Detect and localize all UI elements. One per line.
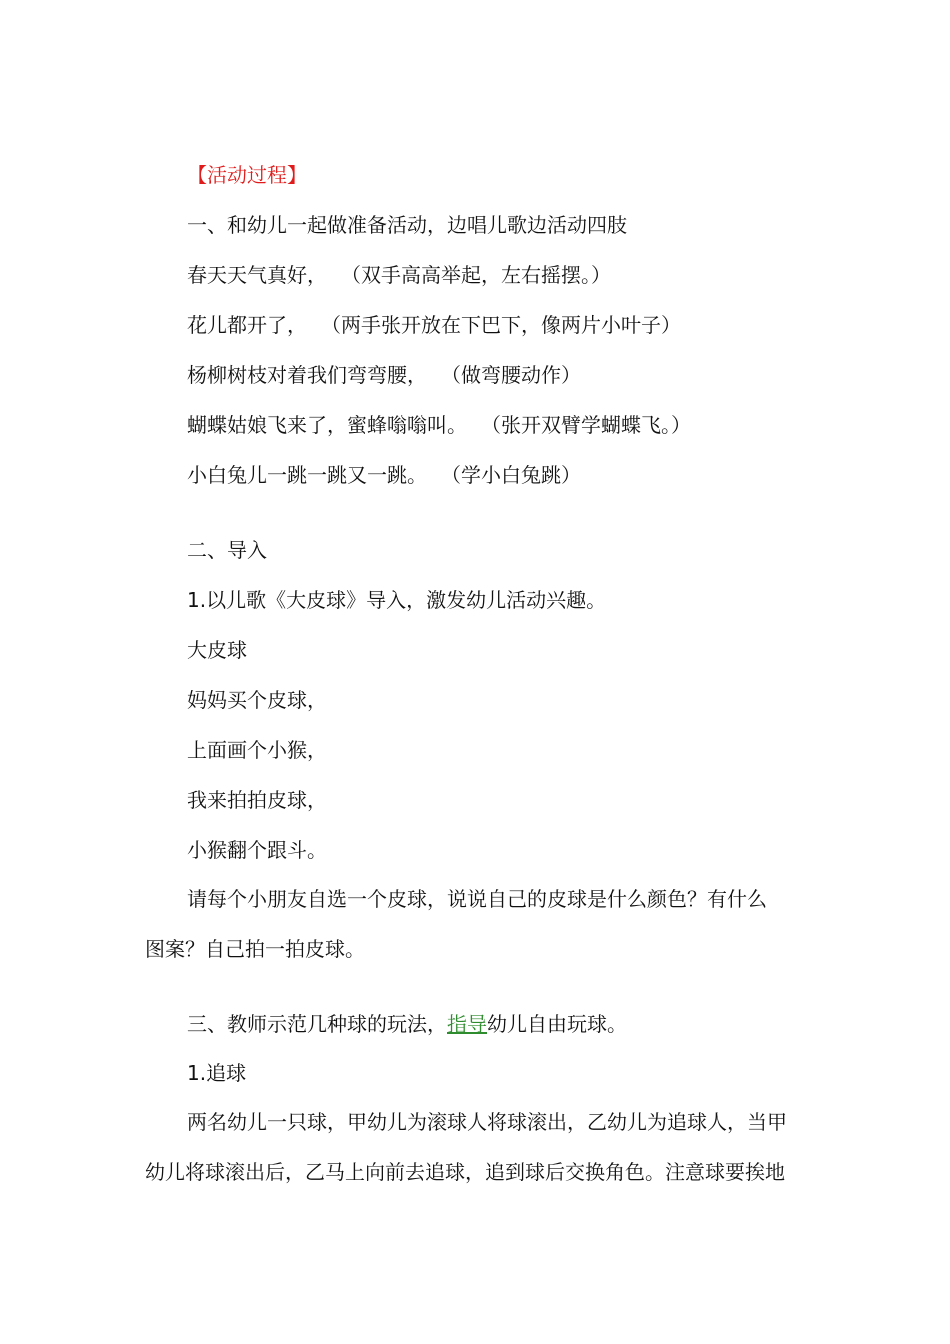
part3-heading-after: 幼儿自由玩球。 bbox=[487, 1012, 627, 1036]
poem-title: 大皮球 bbox=[187, 638, 247, 662]
poem-line: 我来拍拍皮球， bbox=[187, 788, 327, 812]
poem-line: 妈妈买个皮球， bbox=[187, 688, 327, 712]
rhyme-line bbox=[187, 311, 681, 339]
part3-heading bbox=[187, 1010, 627, 1038]
rhyme-line bbox=[187, 361, 581, 389]
part3-heading-before: 三、教师示范几种球的玩法， bbox=[187, 1012, 447, 1036]
part3-paragraph-line2: 幼儿将球滚出后，乙马上向前去追球，追到球后交换角色。注意球要挨地 bbox=[145, 1160, 785, 1184]
part1-heading: 一、和幼儿一起做准备活动，边唱儿歌边活动四肢 bbox=[187, 213, 627, 237]
part2-item1: 1.以儿歌《大皮球》导入，激发幼儿活动兴趣。 bbox=[187, 588, 607, 612]
part2-paragraph-line2: 图案？自己拍一拍皮球。 bbox=[145, 937, 365, 961]
rhyme-line bbox=[187, 261, 611, 289]
rhyme-note: （张开双臂学蝴蝶飞。） bbox=[481, 413, 691, 437]
rhyme-line bbox=[187, 461, 581, 489]
rhyme-text: 花儿都开了， bbox=[187, 313, 307, 337]
rhyme-text: 杨柳树枝对着我们弯弯腰， bbox=[187, 363, 427, 387]
guidance-link[interactable]: 指导 bbox=[447, 1012, 487, 1036]
poem-line: 上面画个小猴， bbox=[187, 738, 327, 762]
part3-paragraph-line1: 两名幼儿一只球，甲幼儿为滚球人将球滚出，乙幼儿为追球人，当甲 bbox=[187, 1110, 787, 1134]
rhyme-note: （做弯腰动作） bbox=[441, 363, 581, 387]
rhyme-line bbox=[187, 411, 691, 439]
poem-line: 小猴翻个跟斗。 bbox=[187, 838, 327, 862]
part2-paragraph-line1: 请每个小朋友自选一个皮球，说说自己的皮球是什么颜色？有什么 bbox=[187, 887, 767, 911]
rhyme-note: （学小白兔跳） bbox=[441, 463, 581, 487]
rhyme-text: 春天天气真好， bbox=[187, 263, 327, 287]
rhyme-note: （双手高高举起，左右摇摆。） bbox=[341, 263, 611, 287]
rhyme-text: 小白兔儿一跳一跳又一跳。 bbox=[187, 463, 427, 487]
rhyme-text: 蝴蝶姑娘飞来了，蜜蜂嗡嗡叫。 bbox=[187, 413, 467, 437]
part3-item1: 1.追球 bbox=[187, 1061, 247, 1085]
section-title: 【活动过程】 bbox=[187, 163, 307, 187]
rhyme-note: （两手张开放在下巴下，像两片小叶子） bbox=[321, 313, 681, 337]
part2-heading: 二、导入 bbox=[187, 538, 267, 562]
